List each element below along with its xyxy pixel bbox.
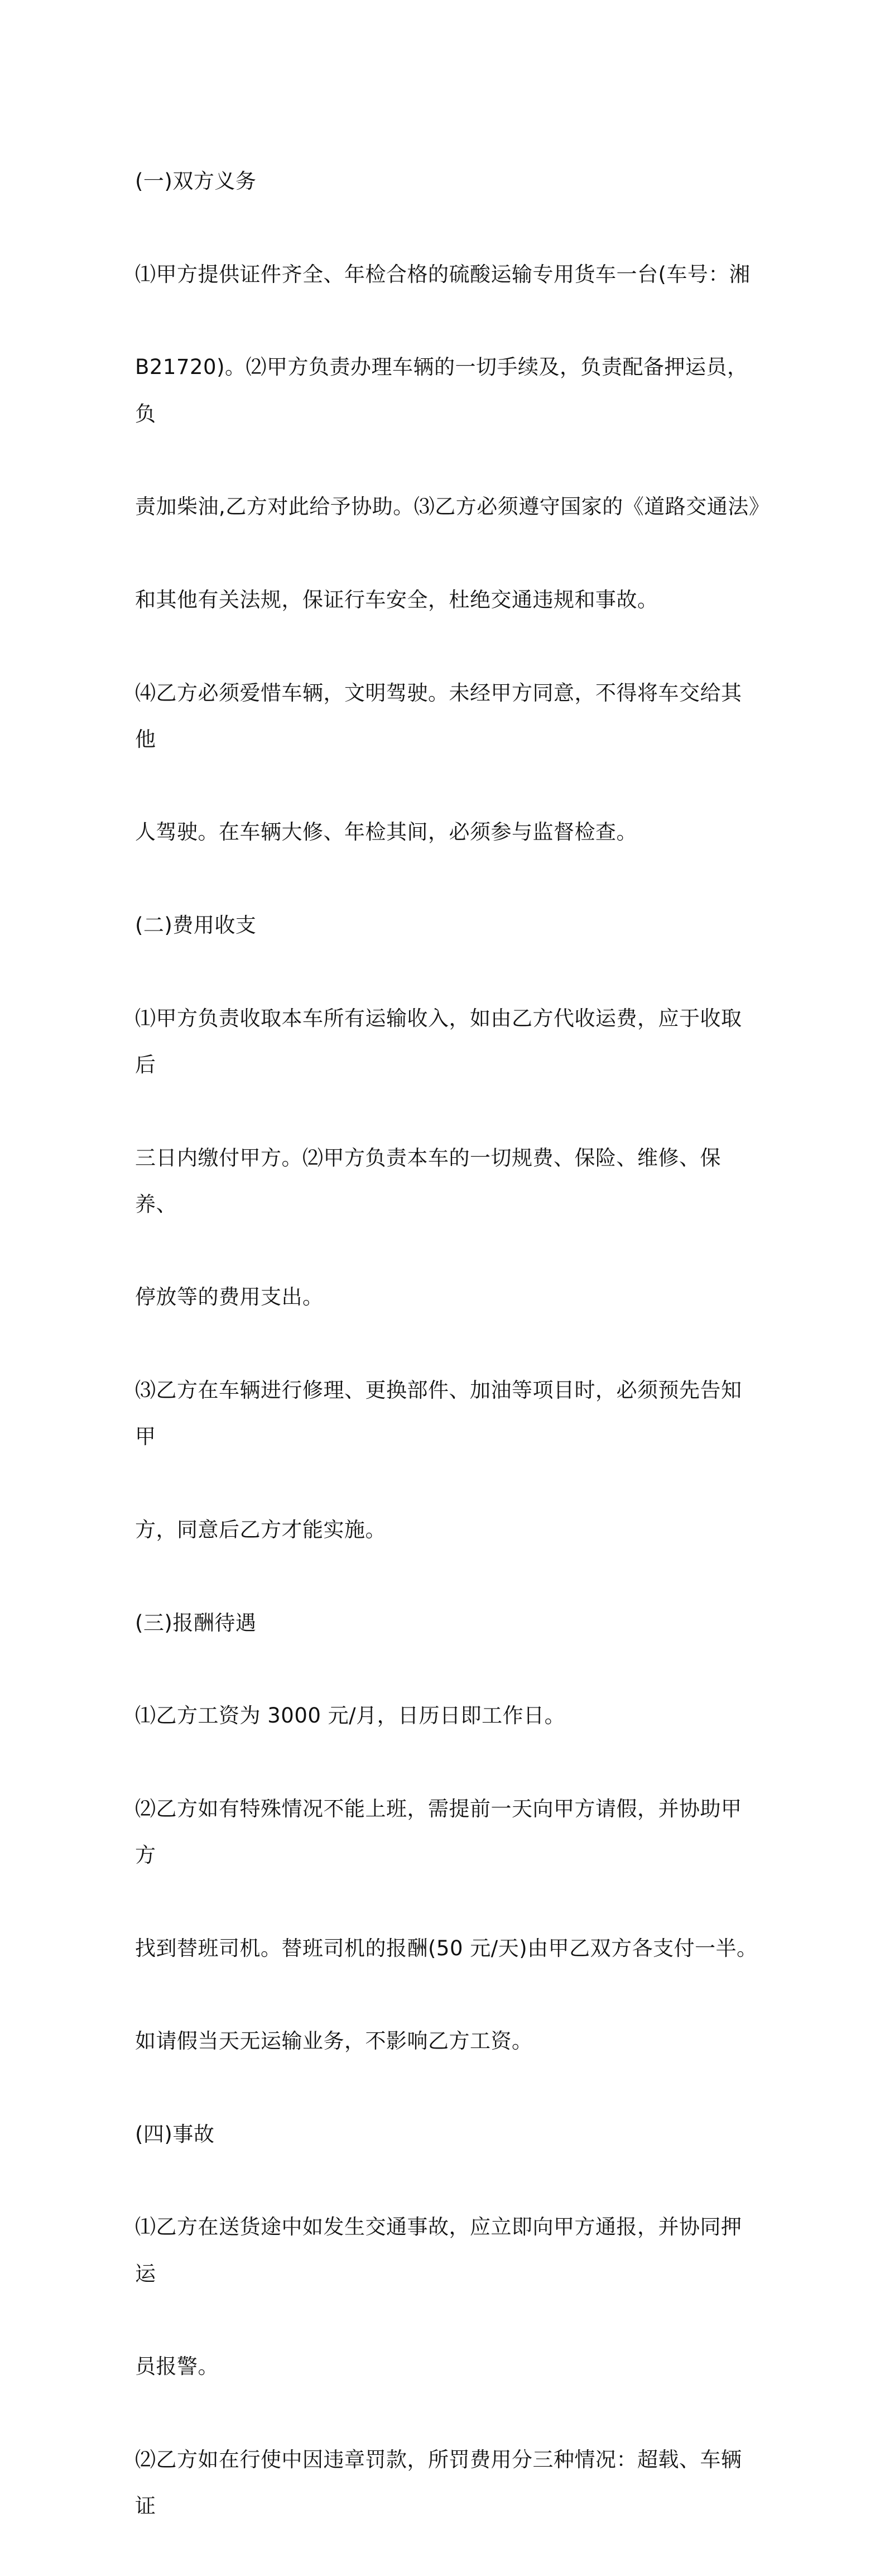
- document-body: [135, 112, 770, 2576]
- text-line: ⑶乙方在车辆进行修理、更换部件、加油等项目时，必须预先告知甲: [135, 1378, 742, 1449]
- text-line: ⑴甲方负责收取本车所有运输收入，如由乙方代收运费，应于收取后: [135, 1006, 742, 1077]
- text-line: 责加柴油,乙方对此给予协助。⑶乙方必须遵守国家的《道路交通法》: [135, 495, 770, 519]
- section-heading-obligations: (一)双方义务: [135, 169, 257, 194]
- text-line: ⑴乙方工资为 3000 元/月，日历日即工作日。: [135, 1704, 566, 1728]
- text-line: 方，同意后乙方才能实施。: [135, 1517, 386, 1542]
- text-line: ⑴甲方提供证件齐全、年检合格的硫酸运输专用货车一台(车号：湘: [135, 262, 751, 286]
- text-line: ⑵乙方如在行使中因违章罚款，所罚费用分三种情况：超载、车辆证: [135, 2447, 742, 2519]
- text-line: 停放等的费用支出。: [135, 1285, 324, 1309]
- text-line: ⑴乙方在送货途中如发生交通事故，应立即向甲方通报，并协同押运: [135, 2215, 742, 2286]
- text-line: ⑵乙方如有特殊情况不能上班，需提前一天向甲方请假，并协助甲方: [135, 1796, 742, 1867]
- section-heading-expenses: (二)费用收支: [135, 913, 257, 938]
- text-line: 人驾驶。在车辆大修、年检其间，必须参与监督检查。: [135, 820, 637, 845]
- text-line: 如请假当天无运输业务，不影响乙方工资。: [135, 2029, 533, 2054]
- text-line: 三日内缴付甲方。⑵甲方负责本车的一切规费、保险、维修、保养、: [135, 1145, 721, 1216]
- text-line: ⑷乙方必须爱惜车辆，文明驾驶。未经甲方同意，不得将车交给其他: [135, 680, 742, 751]
- section-heading-accidents: (四)事故: [135, 2122, 215, 2146]
- text-line: 员报警。: [135, 2354, 219, 2379]
- section-heading-compensation: (三)报酬待遇: [135, 1610, 257, 1635]
- text-line: B21720)。⑵甲方负责办理车辆的一切手续及，负责配备押运员，负: [135, 355, 748, 426]
- text-line: 和其他有关法规，保证行车安全，杜绝交通违规和事故。: [135, 587, 658, 612]
- text-line: 找到替班司机。替班司机的报酬(50 元/天)由甲乙双方各支付一半。: [135, 1936, 758, 1960]
